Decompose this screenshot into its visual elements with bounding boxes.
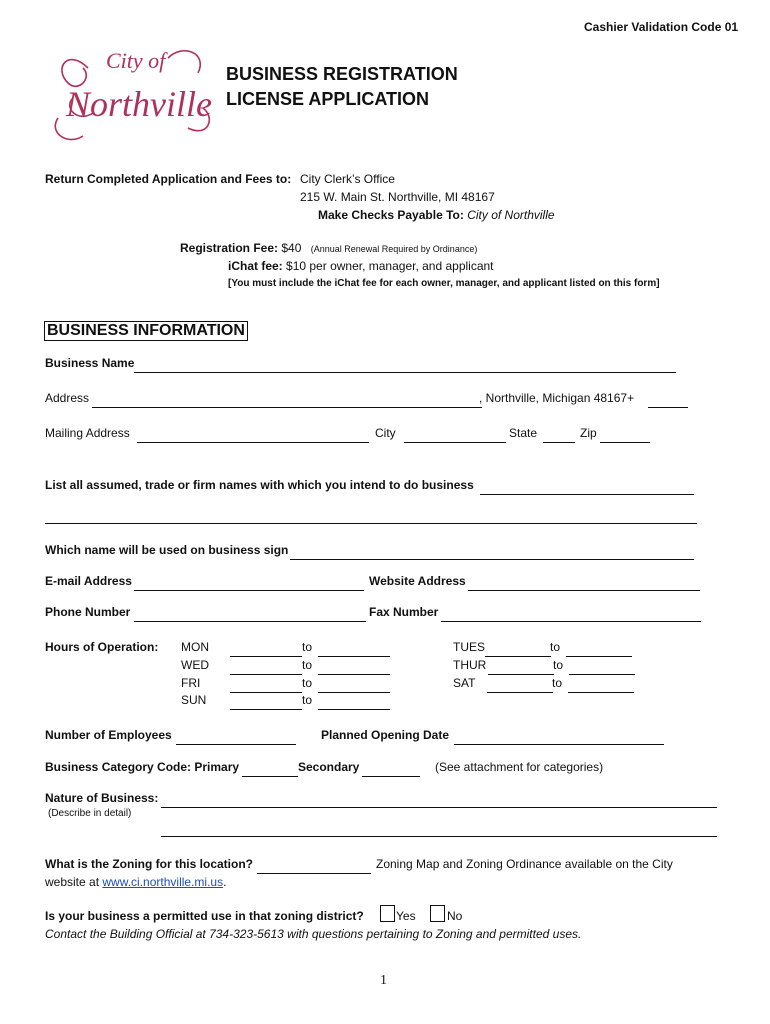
page-number: 1 <box>380 973 387 988</box>
city-label: City <box>375 426 396 440</box>
state-input[interactable] <box>543 426 575 443</box>
city-input[interactable] <box>404 426 506 443</box>
ichat-fee-label: iChat fee: <box>228 259 283 273</box>
zoning-note: Zoning Map and Zoning Ordinance available on the City <box>376 857 673 871</box>
checks-value: City of Northville <box>467 208 555 222</box>
ichat-note: [You must include the iChat fee for each owner, manager, and applicant listed on this form] <box>228 278 660 289</box>
zoning-website-prefix: website at <box>45 875 100 889</box>
assumed-names-input-2[interactable] <box>45 507 697 524</box>
zoning-website-link[interactable]: www.ci.northville.mi.us <box>102 875 224 889</box>
address-input[interactable] <box>92 391 482 408</box>
fax-label: Fax Number <box>369 605 439 619</box>
business-name-label: Business Name <box>45 356 135 370</box>
day-fri: FRI <box>181 676 201 690</box>
checks-payable <box>318 208 555 222</box>
mailing-address-input[interactable] <box>137 426 369 443</box>
zoning-website-suffix: . <box>223 875 227 889</box>
to-sun: to <box>302 693 313 707</box>
sat-close-input[interactable] <box>568 676 634 693</box>
title-line-2: LICENSE APPLICATION <box>226 89 430 109</box>
day-sun: SUN <box>181 693 207 707</box>
wed-open-input[interactable] <box>230 658 302 675</box>
day-mon: MON <box>181 640 209 654</box>
contact-note: Contact the Building Official at 734-323-5613 with questions pertaining to Zoning and permitted uses. <box>45 927 582 941</box>
sun-open-input[interactable] <box>230 693 302 710</box>
assumed-names-label: List all assumed, trade or firm names with which you intend to do business <box>45 478 474 492</box>
registration-fee-label: Registration Fee: <box>180 241 279 255</box>
fri-open-input[interactable] <box>230 676 302 693</box>
to-mon: to <box>302 640 313 654</box>
sign-name-label: Which name will be used on business sign <box>45 543 289 557</box>
mon-open-input[interactable] <box>230 640 302 657</box>
day-sat: SAT <box>453 676 476 690</box>
day-wed: WED <box>181 658 209 672</box>
ichat-fee <box>228 259 494 273</box>
nature-input[interactable] <box>161 791 717 808</box>
zip-label: Zip <box>580 426 597 440</box>
business-name-input[interactable] <box>134 356 676 373</box>
to-thur: to <box>553 658 564 672</box>
to-tues: to <box>550 640 561 654</box>
title-line-1: BUSINESS REGISTRATION <box>226 64 458 84</box>
mon-close-input[interactable] <box>318 640 390 657</box>
opening-date-label: Planned Opening Date <box>321 728 450 742</box>
city-logo-graphic <box>48 38 220 150</box>
category-primary-label: Business Category Code: Primary <box>45 760 240 774</box>
wed-close-input[interactable] <box>318 658 390 675</box>
zip-input[interactable] <box>600 426 650 443</box>
zip-plus4-input[interactable] <box>648 391 688 408</box>
checks-label: Make Checks Payable To: <box>318 208 464 222</box>
zoning-website-line <box>45 875 226 889</box>
fri-close-input[interactable] <box>318 676 390 693</box>
section-heading: BUSINESS INFORMATION <box>44 321 248 341</box>
to-wed: to <box>302 658 313 672</box>
hours-label: Hours of Operation: <box>45 640 159 654</box>
no-checkbox[interactable] <box>430 905 445 922</box>
ichat-fee-value: $10 per owner, manager, and applicant <box>286 259 494 273</box>
email-input[interactable] <box>134 574 364 591</box>
sun-close-input[interactable] <box>318 693 390 710</box>
employees-label: Number of Employees <box>45 728 172 742</box>
category-secondary-label: Secondary <box>298 760 360 774</box>
zoning-input[interactable] <box>257 857 371 874</box>
category-secondary-input[interactable] <box>362 760 420 777</box>
day-thur: THUR <box>453 658 487 672</box>
return-address: 215 W. Main St. Northville, MI 48167 <box>300 190 495 204</box>
city-logo <box>48 38 220 150</box>
registration-fee <box>180 241 477 255</box>
state-label: State <box>509 426 538 440</box>
tues-close-input[interactable] <box>566 640 632 657</box>
permitted-question: Is your business a permitted use in that zoning district? <box>45 909 364 923</box>
opening-date-input[interactable] <box>454 728 664 745</box>
return-label: Return Completed Application and Fees to: <box>45 172 292 186</box>
assumed-names-input[interactable] <box>480 478 694 495</box>
website-label: Website Address <box>369 574 466 588</box>
employees-input[interactable] <box>176 728 296 745</box>
logo-city-of: City of <box>106 48 166 73</box>
no-label: No <box>447 909 463 923</box>
address-suffix: , Northville, Michigan 48167+ <box>479 391 635 405</box>
address-label: Address <box>45 391 90 405</box>
category-primary-input[interactable] <box>242 760 298 777</box>
return-office: City Clerk’s Office <box>300 172 395 186</box>
nature-hint: (Describe in detail) <box>48 808 132 819</box>
email-label: E-mail Address <box>45 574 132 588</box>
phone-input[interactable] <box>134 605 366 622</box>
fax-input[interactable] <box>441 605 701 622</box>
registration-fee-value: $40 <box>281 241 302 255</box>
tues-open-input[interactable] <box>485 640 551 657</box>
sat-open-input[interactable] <box>487 676 553 693</box>
day-tues: TUES <box>453 640 486 654</box>
nature-input-2[interactable] <box>161 820 717 837</box>
yes-label: Yes <box>396 909 416 923</box>
phone-label: Phone Number <box>45 605 131 619</box>
to-sat: to <box>552 676 563 690</box>
website-input[interactable] <box>468 574 700 591</box>
registration-fee-note: (Annual Renewal Required by Ordinance) <box>310 244 478 254</box>
cashier-code: Cashier Validation Code 01 <box>584 20 739 34</box>
category-note: (See attachment for categories) <box>435 760 604 774</box>
nature-label: Nature of Business: <box>45 791 159 805</box>
mailing-address-label: Mailing Address <box>45 426 130 440</box>
to-fri: to <box>302 676 313 690</box>
thur-close-input[interactable] <box>569 658 635 675</box>
thur-open-input[interactable] <box>488 658 554 675</box>
zoning-question: What is the Zoning for this location? <box>45 857 253 871</box>
yes-checkbox[interactable] <box>380 905 395 922</box>
logo-northville: Northville <box>66 84 212 124</box>
sign-name-input[interactable] <box>290 543 694 560</box>
